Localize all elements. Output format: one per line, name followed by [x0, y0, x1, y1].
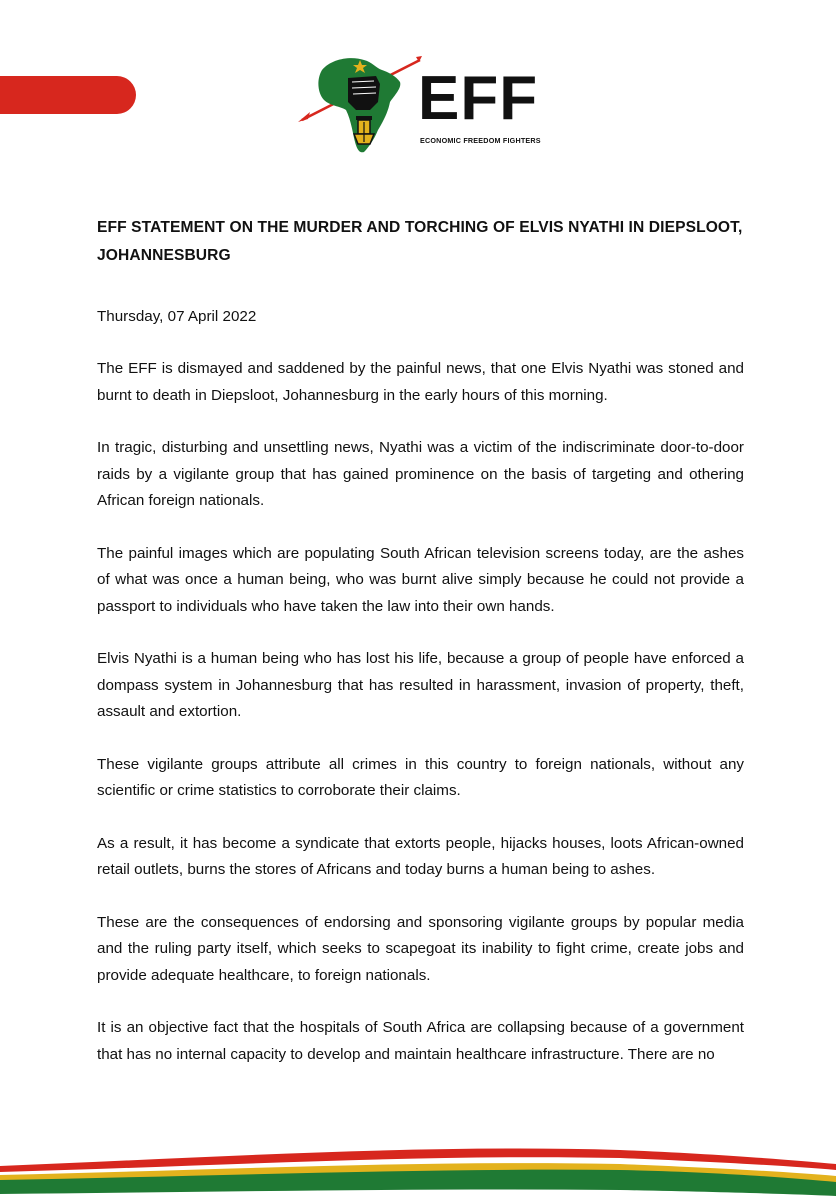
paragraph: In tragic, disturbing and unsettling news, Nyathi was a victim of the indiscriminate door-to-door raids by a vigilante group that has gained prominence on the basis of targeting and othering African foreign nationals.: [97, 439, 744, 509]
paragraph: These are the consequences of endorsing and sponsoring vigilante groups by popular media and the ruling party itself, which seeks to scapegoat its inability to fight crime, create jobs and provide adequate healthcare, to foreign nationals.: [97, 913, 744, 984]
logo-wordmark: EFF: [418, 64, 539, 133]
eff-logo: [298, 48, 541, 156]
statement-date: Thursday, 07 April 2022: [97, 308, 257, 325]
red-header-tab: [0, 76, 136, 114]
paragraph: Elvis Nyathi is a human being who has lost his life, because a group of people have enforced a dompass system in Johannesburg that has resulted in harassment, invasion of property, theft, assault and extortion.: [97, 650, 744, 720]
paragraph: The painful images which are populating South African television screens today, are the ashes of what was once a human being, who was burnt alive simply because he could not provide a passport to individuals who have taken the law into their own hands.: [97, 544, 744, 615]
paragraph: These vigilante groups attribute all crimes in this country to foreign nationals, without any scientific or crime statistics to corroborate their claims.: [97, 755, 744, 799]
logo-subtitle: ECONOMIC FREEDOM FIGHTERS: [420, 136, 541, 145]
statement-title: EFF STATEMENT ON THE MURDER AND TORCHING OF ELVIS NYATHI IN DIEPSLOOT, JOHANNESBURG: [97, 219, 743, 264]
africa-fist-spear-icon: [298, 48, 422, 156]
paragraph: It is an objective fact that the hospitals of South Africa are collapsing because of a government that has no internal capacity to develop and maintain healthcare infrastructure. There are no: [97, 1019, 744, 1063]
statement-document: [97, 214, 744, 1068]
footer-wave-stripes: [0, 1140, 836, 1200]
paragraph: The EFF is dismayed and saddened by the painful news, that one Elvis Nyathi was stoned and burnt to death in Diepsloot, Johannesburg in the early hours of this morning.: [97, 360, 744, 404]
paragraph: As a result, it has become a syndicate that extorts people, hijacks houses, loots African-owned retail outlets, burns the stores of Africans and today burns a human being to ashes.: [97, 834, 744, 878]
